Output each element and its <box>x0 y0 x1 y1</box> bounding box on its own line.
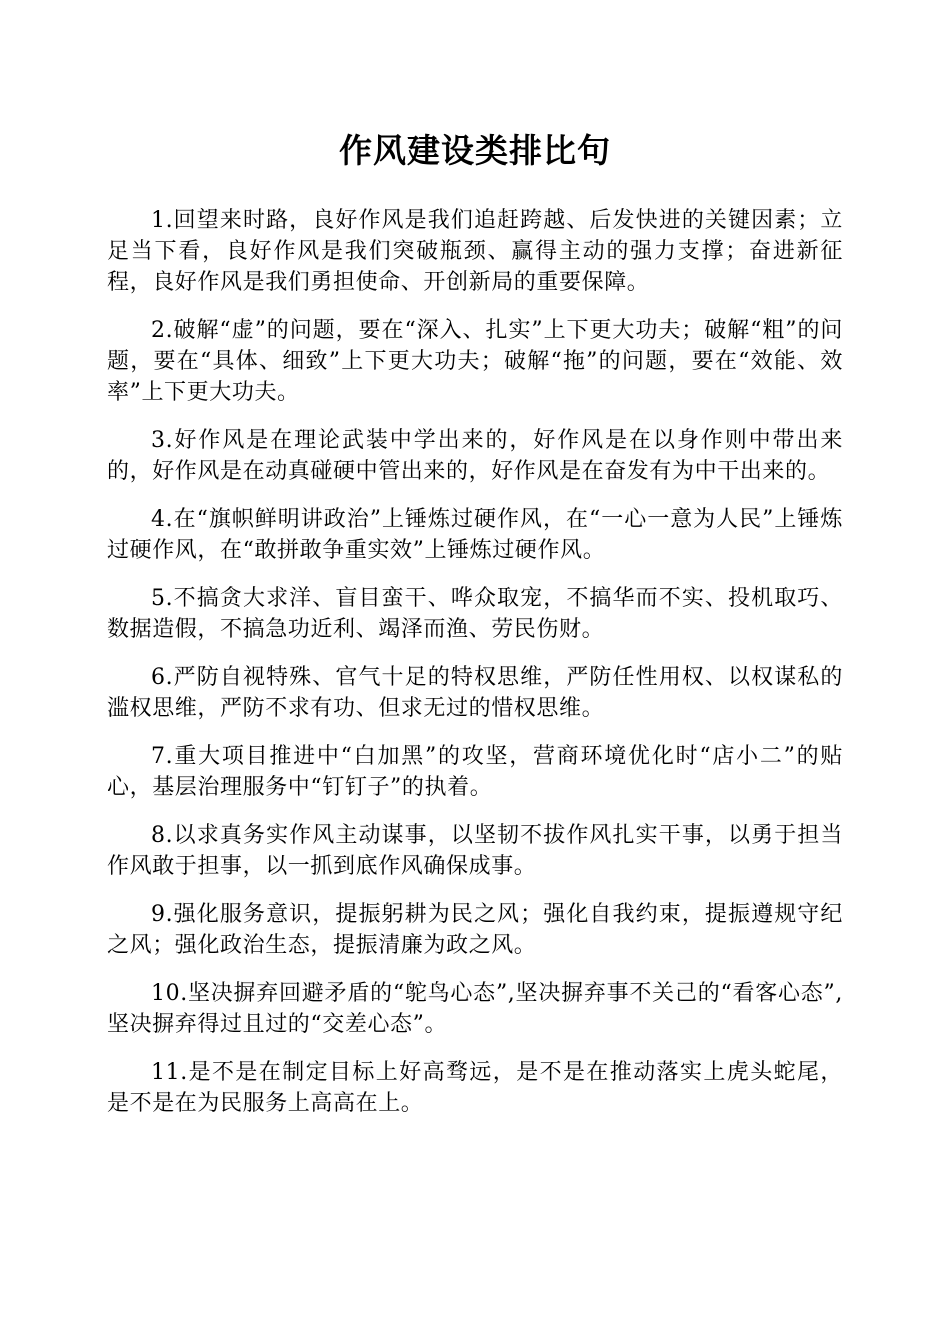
paragraph-8: 8.以求真务实作风主动谋事，以坚韧不拔作风扎实干事，以勇于担当作风敢于担事，以一抓到底作风确保成事。 <box>107 823 843 879</box>
document-body <box>107 205 843 1136</box>
paragraph-5: 5.不搞贪大求洋、盲目蛮干、哗众取宠，不搞华而不实、投机取巧、数据造假，不搞急功近利、竭泽而渔、劳民伤财。 <box>107 586 843 642</box>
paragraph-1: 1.回望来时路，良好作风是我们追赶跨越、后发快进的关键因素；立足当下看，良好作风是我们突破瓶颈、赢得主动的强力支撑；奋进新征程，良好作风是我们勇担使命、开创新局的重要保障。 <box>107 208 843 295</box>
paragraph-6: 6.严防自视特殊、官气十足的特权思维，严防任性用权、以权谋私的滥权思维，严防不求有功、但求无过的惜权思维。 <box>107 665 843 721</box>
paragraph-11: 11.是不是在制定目标上好高骛远，是不是在推动落实上虎头蛇尾，是不是在为民服务上高高在上。 <box>107 1060 843 1116</box>
paragraph-4: 4.在“旗帜鲜明讲政治”上锤炼过硬作风，在“一心一意为人民”上锤炼过硬作风，在“敢拼敢争重实效”上锤炼过硬作风。 <box>107 507 843 563</box>
paragraph-7: 7.重大项目推进中“白加黑”的攻坚，营商环境优化时“店小二”的贴心，基层治理服务中“钉钉子”的执着。 <box>107 744 843 800</box>
paragraph-10: 10.坚决摒弃回避矛盾的“鸵鸟心态”,坚决摒弃事不关己的“看客心态”,坚决摒弃得过且过的“交差心态”。 <box>107 981 843 1037</box>
paragraph-3: 3.好作风是在理论武装中学出来的，好作风是在以身作则中带出来的，好作风是在动真碰硬中管出来的，好作风是在奋发有为中干出来的。 <box>107 428 843 484</box>
paragraph-9: 9.强化服务意识，提振躬耕为民之风；强化自我约束，提振遵规守纪之风；强化政治生态，提振清廉为政之风。 <box>107 902 843 958</box>
document-title: 作风建设类排比句 <box>339 131 611 170</box>
paragraph-2: 2.破解“虚”的问题，要在“深入、扎实”上下更大功夫；破解“粗”的问题，要在“具体、细致”上下更大功夫；破解“拖”的问题，要在“效能、效率”上下更大功夫。 <box>107 318 843 405</box>
